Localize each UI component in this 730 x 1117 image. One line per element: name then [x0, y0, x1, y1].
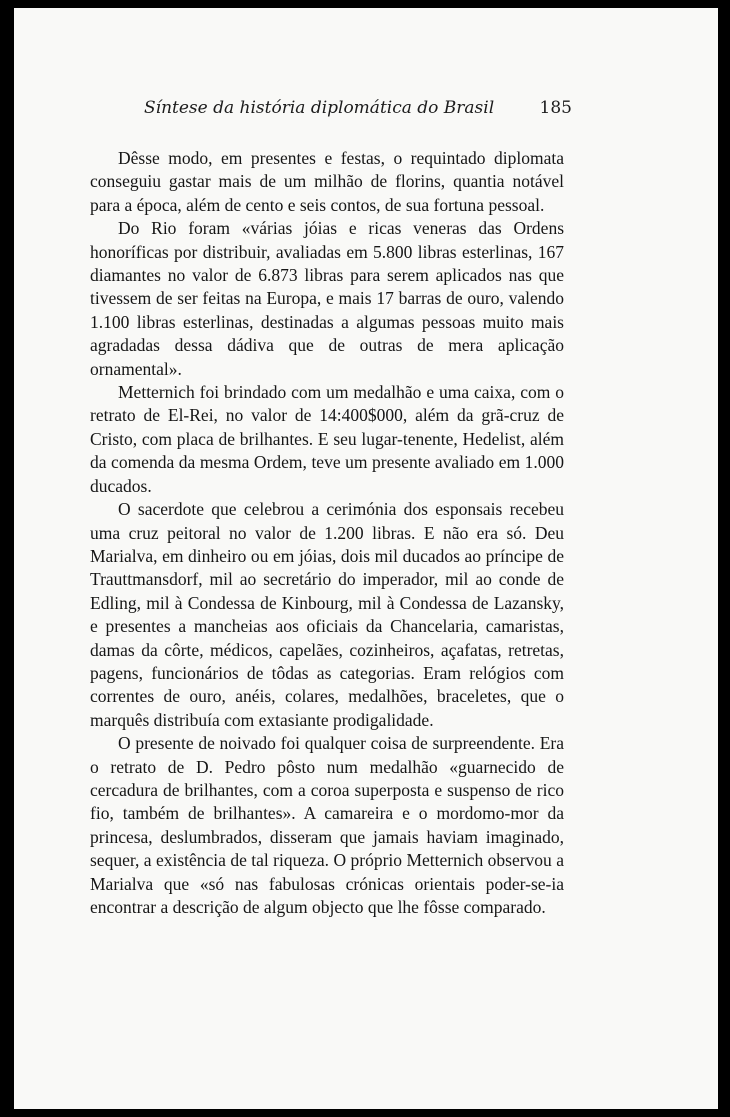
paragraph: Do Rio foram «várias jóias e ricas veneras das Ordens honoríficas por distribuir, avaliadas em 5.800 libras esterlinas, 167 diamantes no valor de 6.873 libras para serem aplicados nas que tivessem de ser feitas na Europa, e mais 17 barras de ouro, valendo 1.100 libras esterlinas, destinadas a algumas pessoas muito mais agradadas dessa dádiva que de outras de mera aplicação ornamental».	[90, 218, 564, 379]
page-header	[14, 98, 718, 122]
page-number: 185	[539, 98, 572, 118]
paragraph: O presente de noivado foi qualquer coisa de surpreendente. Era o retrato de D. Pedro pôsto num medalhão «guarnecido de cercadura de brilhantes, com a coroa superposta e suspenso de rico fio, também de brilhantes». A camareira e o mordomo-mor da princesa, deslumbrados, disseram que jamais haviam imaginado, sequer, a existência de tal riqueza. O próprio Metternich observou a Marialva que «só nas fabulosas crónicas orientais poder-se-ia encontrar a descrição de algum objecto que lhe fôsse comparado.	[90, 733, 564, 917]
body-text	[90, 147, 564, 919]
running-title: Síntese da história diplomática do Brasil	[144, 98, 495, 118]
paragraph: Dêsse modo, em presentes e festas, o requintado diplomata conseguiu gastar mais de um milhão de florins, quantia notável para a época, além de cento e seis contos, de sua fortuna pessoal.	[90, 148, 564, 215]
paragraph: Metternich foi brindado com um medalhão e uma caixa, com o retrato de El-Rei, no valor de 14:400$000, além da grã-cruz de Cristo, com placa de brilhantes. E seu lugar-tenente, Hedelist, além da comenda da mesma Ordem, teve um presente avaliado em 1.000 ducados.	[90, 382, 564, 496]
book-page	[14, 8, 718, 1109]
paragraph: O sacerdote que celebrou a cerimónia dos esponsais recebeu uma cruz peitoral no valor de 1.200 libras. E não era só. Deu Marialva, em dinheiro ou em jóias, dois mil ducados ao príncipe de Trauttmansdorf, mil ao secretário do imperador, mil ao conde de Edling, mil à Condessa de Kinbourg, mil à Condessa de Lazansky, e presentes a mancheias aos oficiais da Chancelaria, camaristas, damas da côrte, médicos, capelães, cozinheiros, açafatas, retretas, pagens, funcionários de tôdas as categorias. Eram relógios com correntes de ouro, anéis, colares, medalhões, braceletes, que o marquês distribuía com extasiante prodigalidade.	[90, 499, 564, 730]
